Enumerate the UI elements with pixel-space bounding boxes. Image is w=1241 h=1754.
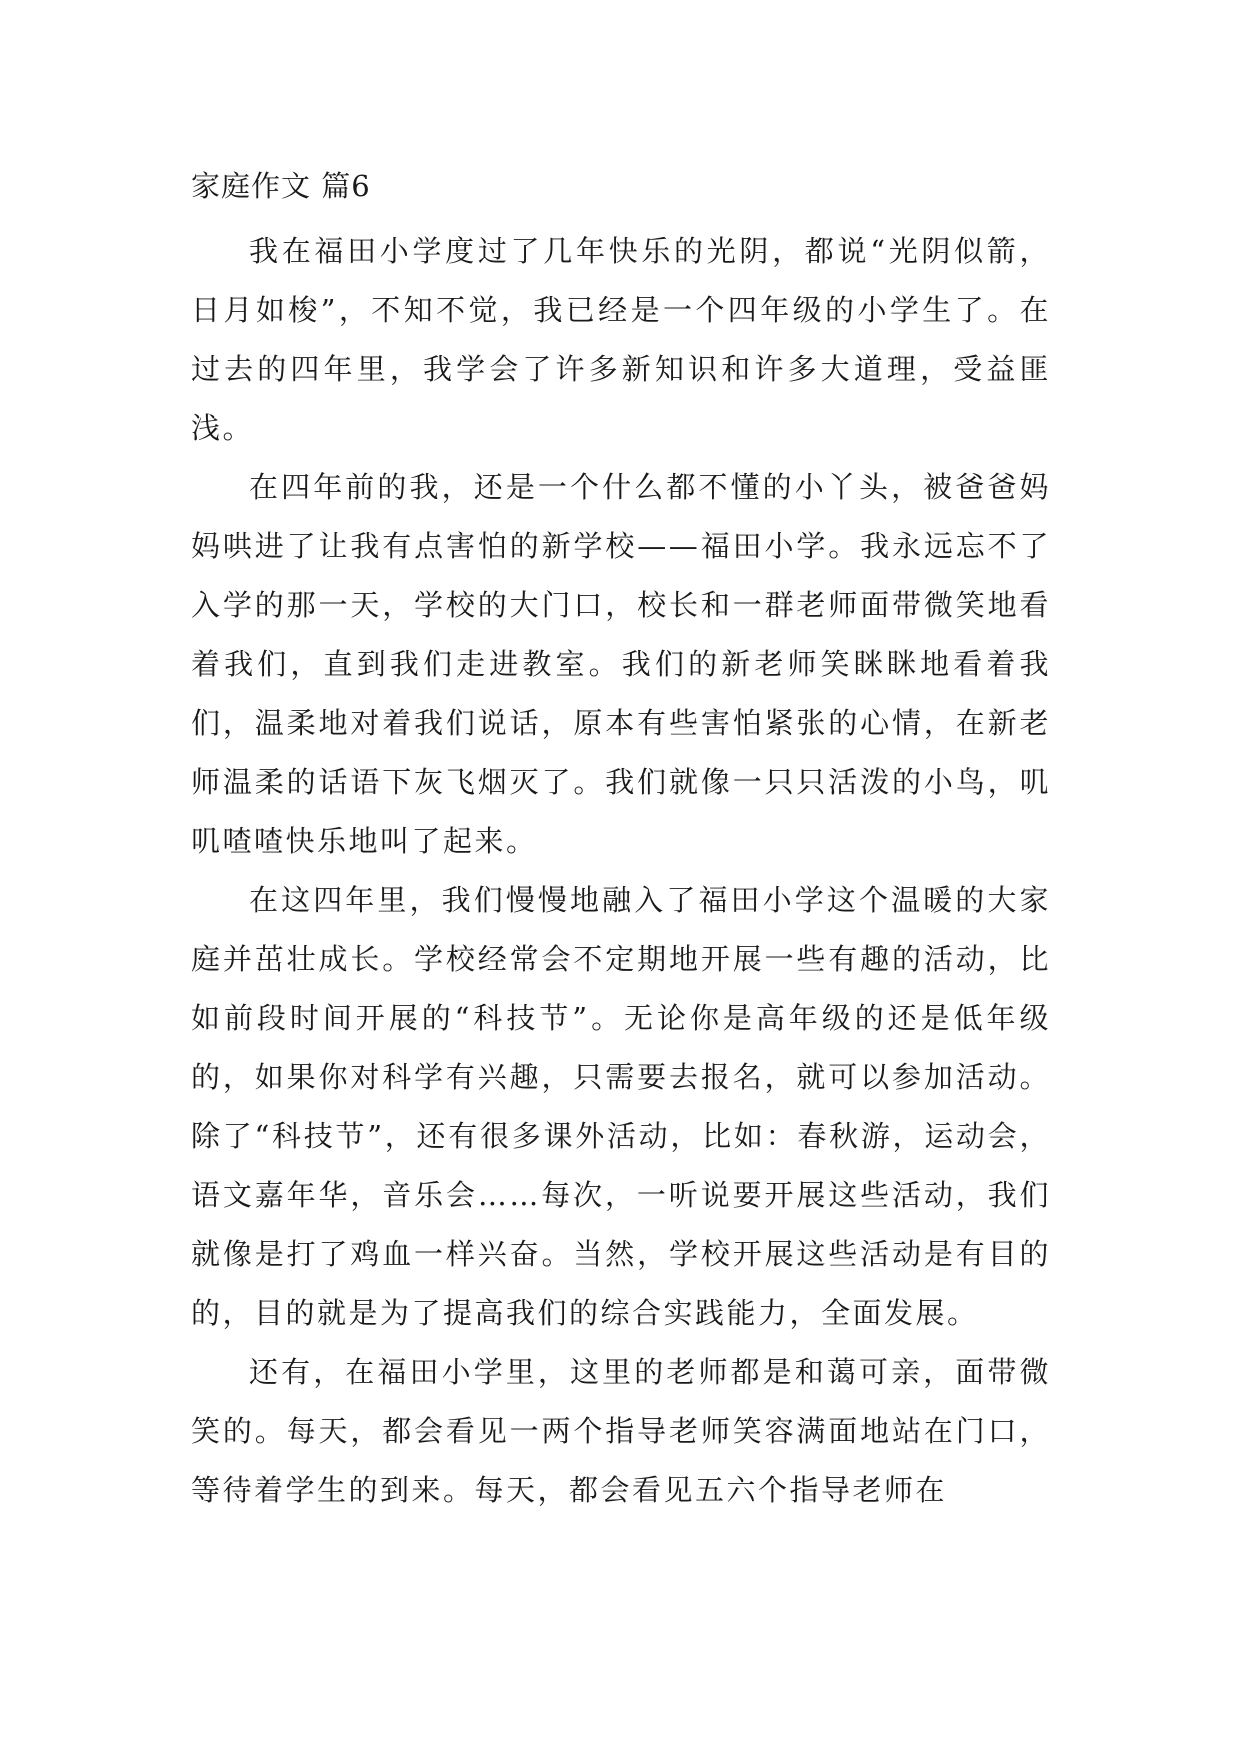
paragraph-4: 还有，在福田小学里，这里的老师都是和蔼可亲，面带微笑的。每天，都会看见一两个指导老师笑容满面地站在门口，等待着学生的到来。每天，都会看见五六个指导老师在 <box>191 1355 1051 1507</box>
document-title: 家庭作文 篇6 <box>191 169 371 203</box>
paragraph-2: 在四年前的我，还是一个什么都不懂的小丫头，被爸爸妈妈哄进了让我有点害怕的新学校——福田小学。我永远忘不了入学的那一天，学校的大门口，校长和一群老师面带微笑地看着我们，直到我们走进教室。我们的新老师笑眯眯地看着我们，温柔地对着我们说话，原本有些害怕紧张的心情，在新老师温柔的话语下灰飞烟灭了。我们就像一只只活泼的小鸟，叽叽喳喳快乐地叫了起来。 <box>191 470 1051 858</box>
document-body <box>191 166 1051 1520</box>
paragraph-3: 在这四年里，我们慢慢地融入了福田小学这个温暖的大家庭并茁壮成长。学校经常会不定期地开展一些有趣的活动，比如前段时间开展的“科技节”。无论你是高年级的还是低年级的，如果你对科学有兴趣，只需要去报名，就可以参加活动。除了“科技节”，还有很多课外活动，比如：春秋游，运动会，语文嘉年华，音乐会……每次，一听说要开展这些活动，我们就像是打了鸡血一样兴奋。当然，学校开展这些活动是有目的的，目的就是为了提高我们的综合实践能力，全面发展。 <box>191 883 1051 1330</box>
paragraph-1: 我在福田小学度过了几年快乐的光阴，都说“光阴似箭，日月如梭”，不知不觉，我已经是一个四年级的小学生了。在过去的四年里，我学会了许多新知识和许多大道理，受益匪浅。 <box>191 234 1051 445</box>
